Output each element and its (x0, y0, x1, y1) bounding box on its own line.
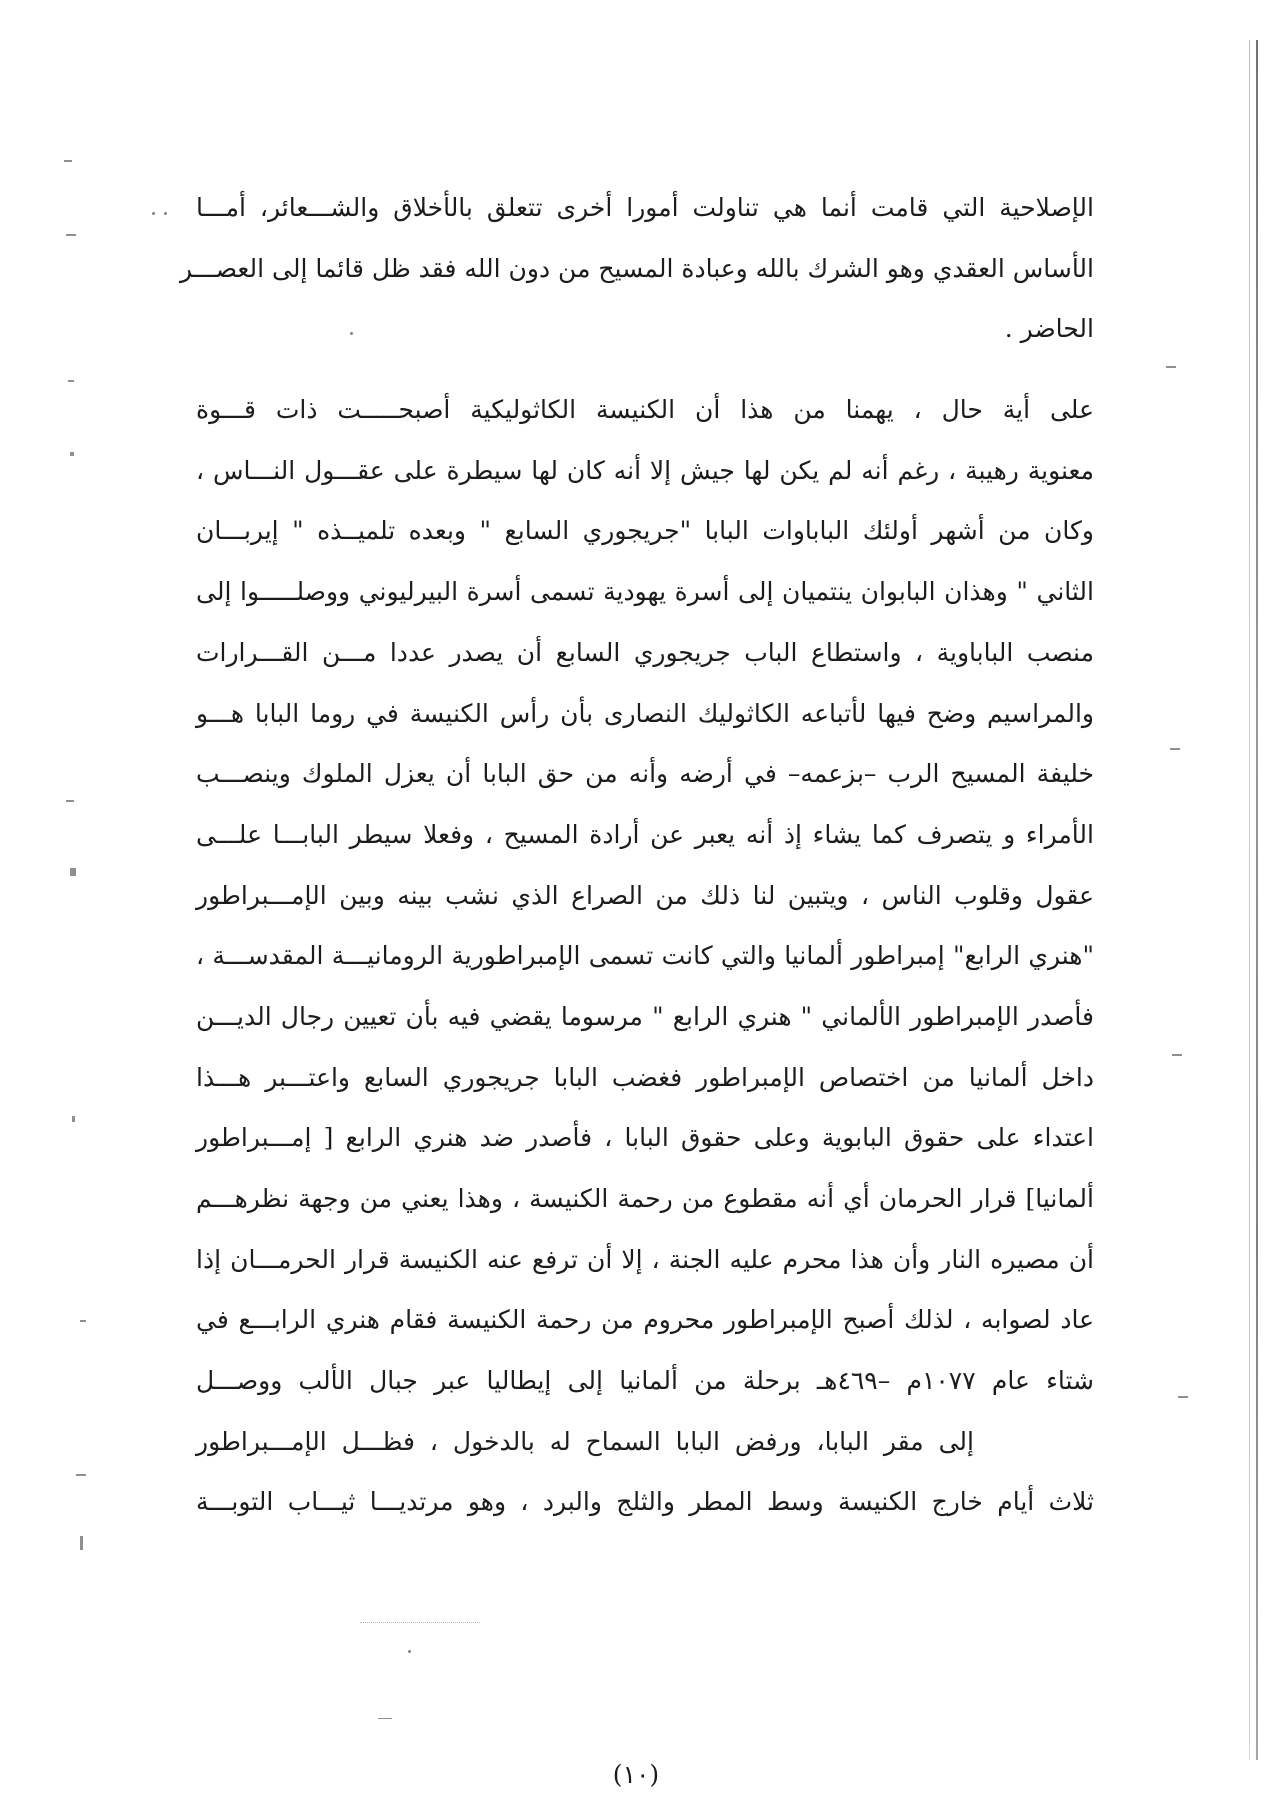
scan-speck (68, 380, 74, 382)
text-line: إلى مقر البابا، ورفض البابا السماح له بالدخول ، فظـــل الإمـــبراطور (196, 1426, 974, 1456)
text-line: أن مصيره النار وأن هذا محرم عليه الجنة ، إلا أن ترفع عنه الكنيسة قرار الحرمـــان إذا (196, 1244, 1094, 1274)
body-text (179, 178, 1094, 1533)
page-number: (١٠) (612, 1760, 660, 1789)
text-line: فأصدر الإمبراطور الألماني " هنري الرابع " مرسوما يقضي فيه بأن تعيين رجال الديـــن (196, 1001, 1094, 1031)
scan-speck (66, 800, 74, 802)
scan-dot (164, 212, 167, 215)
scan-speck (64, 160, 72, 162)
scan-edge-line (1256, 40, 1258, 1760)
scan-speck (70, 868, 76, 876)
scan-speck (66, 234, 76, 236)
text-line: "هنري الرابع" إمبراطور ألمانيا والتي كانت تسمى الإمبراطورية الرومانيـــة المقدســـة ، (196, 941, 1094, 971)
text-line: ثلاث أيام خارج الكنيسة وسط المطر والثلج والبرد ، وهو مرتديـــا ثيـــاب التوبـــة (196, 1487, 1094, 1517)
scan-edge-line-faint (1249, 40, 1250, 1760)
scan-dot (408, 1650, 411, 1653)
scan-speck (76, 1474, 86, 1476)
text-line: شتاء عام ١٠٧٧م –٤٦٩هـ برحلة من ألمانيا إلى إيطاليا عبر جبال الألب ووصـــل (196, 1366, 1094, 1396)
text-line: وكان من أشهر أولئك الباباوات البابا "جريجوري السابع " وبعده تلميــذه " إيربـــان (196, 516, 1094, 546)
text-line: الثاني " وهذان البابوان ينتميان إلى أسرة يهودية تسمى أسرة البيرليوني ووصلـــــوا إلى (196, 577, 1094, 607)
text-line: ألمانيا] قرار الحرمان أي أنه مقطوع من رحمة الكنيسة ، وهذا يعني من وجهة نظرهـــم (196, 1184, 1094, 1213)
text-line: عقول وقلوب الناس ، ويتبين لنا ذلك من الصراع الذي نشب بينه وبين الإمـــبراطور (196, 880, 1094, 910)
text-line: الإصلاحية التي قامت أنما هي تناولت أمورا أخرى تتعلق بالأخلاق والشـــعائر، أمـــا (196, 193, 1094, 222)
scan-speck (80, 1320, 86, 1322)
scan-speck (1172, 1054, 1182, 1056)
scan-speck (72, 1116, 75, 1122)
scan-speck (1170, 748, 1180, 750)
scan-dotted-mark (360, 1622, 480, 1633)
text-line: اعتداء على حقوق البابوية وعلى حقوق البابا ، فأصدر ضد هنري الرابع [ إمـــبراطور (196, 1123, 1094, 1153)
text-line: منصب الباباوية ، واستطاع الباب جريجوري السابع أن يصدر عددا مـــن القـــرارات (196, 637, 1094, 667)
text-line: خليفة المسيح الرب –بزعمه– في أرضه وأنه من حق البابا أن يعزل الملوك وينصـــب (196, 759, 1094, 789)
scan-speck (1166, 366, 1176, 368)
scan-speck (70, 452, 74, 456)
text-line: داخل ألمانيا من اختصاص الإمبراطور فغضب البابا جريجوري السابع واعتـــبر هـــذا (196, 1062, 1094, 1092)
text-line: معنوية رهيبة ، رغم أنه لم يكن لها جيش إلا أنه كان لها سيطرة على عقـــول النـــاس ، (196, 455, 1094, 485)
text-line: والمراسيم وضح فيها لأتباعه الكاثوليك النصارى بأن رأس الكنيسة في روما البابا هـــو (196, 698, 1094, 728)
text-line: الأساس العقدي وهو الشرك بالله وعبادة المسيح من دون الله فقد ظل قائما إلى العصـــر (179, 253, 1094, 283)
text-line: على أية حال ، يهمنا من هذا أن الكنيسة الكاثوليكية أصبحـــــت ذات قـــوة (196, 395, 1094, 425)
text-line: عاد لصوابه ، لذلك أصبح الإمبراطور محروم من رحمة الكنيسة فقام هنري الرابـــع في (196, 1305, 1094, 1335)
scan-speck (80, 1536, 83, 1550)
text-line: الحاضر . (1004, 314, 1094, 344)
text-line: الأمراء و يتصرف كما يشاء إذ أنه يعبر عن أرادة المسيح ، وفعلا سيطر البابـــا علـــى (196, 819, 1094, 849)
scan-speck (378, 1718, 392, 1719)
scan-speck (1178, 1396, 1188, 1398)
scan-dot (152, 212, 155, 215)
